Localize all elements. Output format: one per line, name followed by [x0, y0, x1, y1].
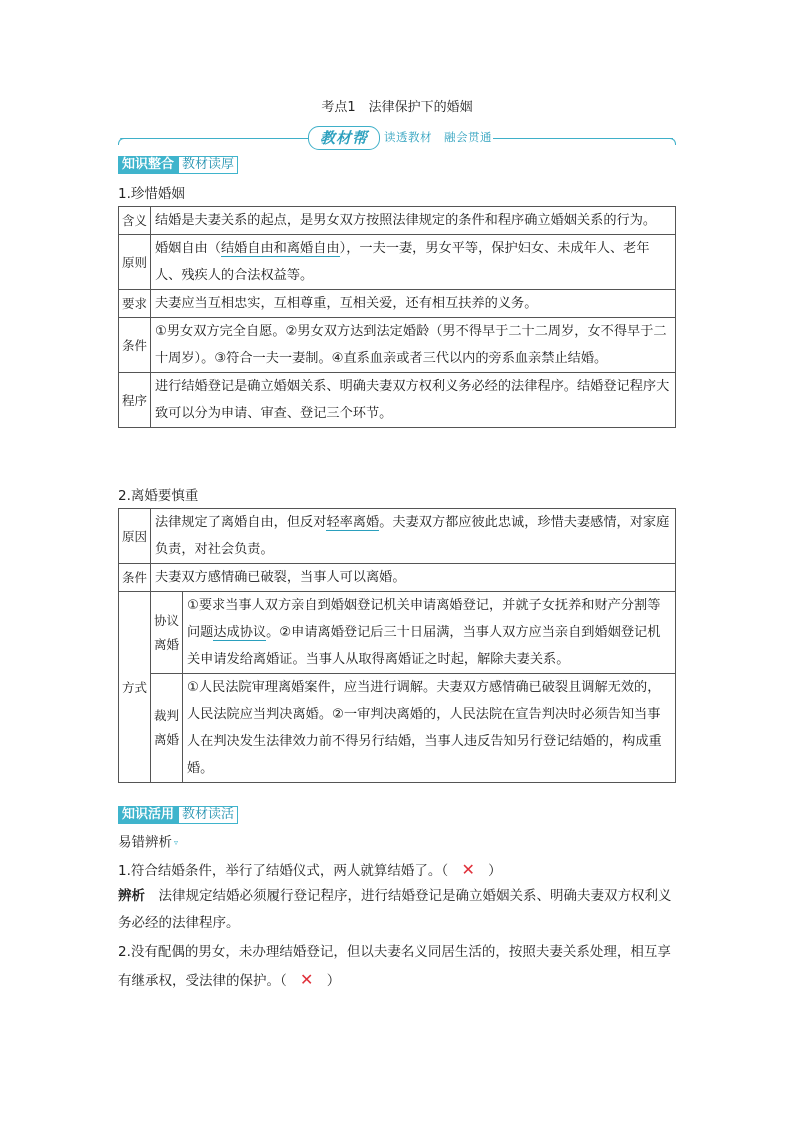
- section-title-cherish-marriage: 1.珍惜婚姻: [118, 186, 185, 202]
- row-head: 要求: [119, 290, 151, 318]
- cross-mark-icon: ✕: [300, 970, 314, 989]
- analysis-text: 法律规定结婚必须履行登记程序，进行结婚登记是确立婚姻关系、明确夫妻双方权利义务必经的法律程序。: [118, 888, 672, 931]
- banner-line-right: [493, 138, 673, 139]
- banner-decor-right: [669, 138, 676, 145]
- row-head: 条件: [119, 318, 151, 373]
- cross-mark-icon: ✕: [461, 860, 475, 879]
- practice-item-1: [118, 856, 676, 885]
- underlined-keyword: 结婚自由和离婚自由: [220, 241, 340, 256]
- practice-heading-text: 易错辨析: [118, 834, 172, 851]
- textbook-banner: [118, 124, 676, 146]
- row-text: 进行结婚登记是确立婚姻关系、明确夫妻双方权利义务必经的法律程序。结婚登记程序大致可以分为申请、审查、登记三个环节。: [151, 373, 676, 428]
- table-row: [119, 674, 676, 783]
- question-text: 1.符合结婚条件，举行了结婚仪式，两人就算结婚了。（: [118, 863, 449, 879]
- row-text: 夫妻双方感情确已破裂，当事人可以离婚。: [151, 564, 676, 592]
- section-tag-integration: [118, 156, 238, 174]
- banner-decor-left: [118, 138, 125, 145]
- section-tag-application: [118, 806, 238, 824]
- table-divorce: [118, 508, 676, 783]
- sub-head-judgment: 裁判离婚: [151, 674, 183, 783]
- analysis-label: 辨析: [118, 888, 145, 904]
- row-text: [151, 235, 676, 290]
- section-title-divorce: 2.离婚要慎重: [118, 488, 199, 504]
- table-row: [119, 290, 676, 318]
- text-segment: ），一夫一妻，男女平等，保护妇女、未成年人、老年人、残疾人的合法权益等。: [155, 241, 650, 283]
- row-head: 含义: [119, 207, 151, 235]
- text-segment: 。②申请离婚登记后三十日届满，当事人双方应当亲自到婚姻登记机关申请发给离婚证。当事人从取得离婚证之时起，解除夫妻关系。: [187, 625, 661, 667]
- underlined-keyword: 轻率离婚: [326, 515, 380, 530]
- row-text: ①男女双方完全自愿。②男女双方达到法定婚龄（男不得早于二十二周岁，女不得早于二十周岁）。③符合一夫一妻制。④直系血亲或者三代以内的旁系血亲禁止结婚。: [151, 318, 676, 373]
- table-row: [119, 373, 676, 428]
- row-text: 夫妻应当互相忠实，互相尊重，互相关爱，还有相互扶养的义务。: [151, 290, 676, 318]
- tag-label-right: 教材读厚: [178, 156, 238, 174]
- row-text: ①人民法院审理离婚案件，应当进行调解。夫妻双方感情确已破裂且调解无效的，人民法院应当判决离婚。②一审判决离婚的，人民法院在宣告判决时必须告知当事人在判决发生法律效力前不得另行结婚，当事人违反告知另行登记结婚的，构成重婚。: [183, 674, 676, 783]
- table-row: [119, 564, 676, 592]
- text-segment: 。夫妻双方都应彼此忠诚，珍惜夫妻感情，对家庭负责，对社会负责。: [155, 515, 670, 557]
- table-row: [119, 207, 676, 235]
- row-head-method: 方式: [119, 592, 151, 783]
- row-text: [151, 509, 676, 564]
- text-segment: 法律规定了离婚自由，但反对: [155, 515, 327, 530]
- row-text: 结婚是夫妻关系的起点，是男女双方按照法律规定的条件和程序确立婚姻关系的行为。: [151, 207, 676, 235]
- row-text: [183, 592, 676, 674]
- text-segment: ①要求当事人双方亲自到婚姻登记机关申请离婚登记，并就子女抚养和财产分割等问题: [187, 598, 661, 640]
- practice-heading: [118, 829, 676, 857]
- row-head: 程序: [119, 373, 151, 428]
- question-close: ）: [488, 863, 502, 879]
- row-head: 原因: [119, 509, 151, 564]
- table-row: [119, 318, 676, 373]
- practice-item-2: [118, 939, 676, 995]
- row-head: 原则: [119, 235, 151, 290]
- row-head: 条件: [119, 564, 151, 592]
- text-segment: 婚姻自由（: [155, 241, 221, 256]
- question-close: ）: [326, 973, 341, 989]
- table-cherish-marriage: [118, 206, 676, 428]
- table-row: [119, 235, 676, 290]
- sub-head-agreement: 协议离婚: [151, 592, 183, 674]
- question-text: 2.没有配偶的男女，未办理结婚登记，但以夫妻名义同居生活的，按照夫妻关系处理，相互享有继承权，受法律的保护。（: [118, 944, 671, 989]
- tag-label-left: 知识整合: [118, 156, 178, 174]
- tag-label-left: 知识活用: [118, 806, 178, 824]
- triangle-icon: ▿: [174, 838, 179, 847]
- topic-title: 考点1 法律保护下的婚姻: [321, 100, 473, 115]
- banner-line-left: [120, 138, 308, 139]
- banner-subtitle: 读透教材 融会贯通: [384, 130, 492, 144]
- table-row: [119, 592, 676, 674]
- practice-analysis: [118, 883, 676, 937]
- underlined-keyword: 达成协议: [213, 625, 267, 640]
- table-row: [119, 509, 676, 564]
- tag-label-right: 教材读活: [178, 806, 238, 824]
- banner-title: 教材帮: [308, 126, 380, 150]
